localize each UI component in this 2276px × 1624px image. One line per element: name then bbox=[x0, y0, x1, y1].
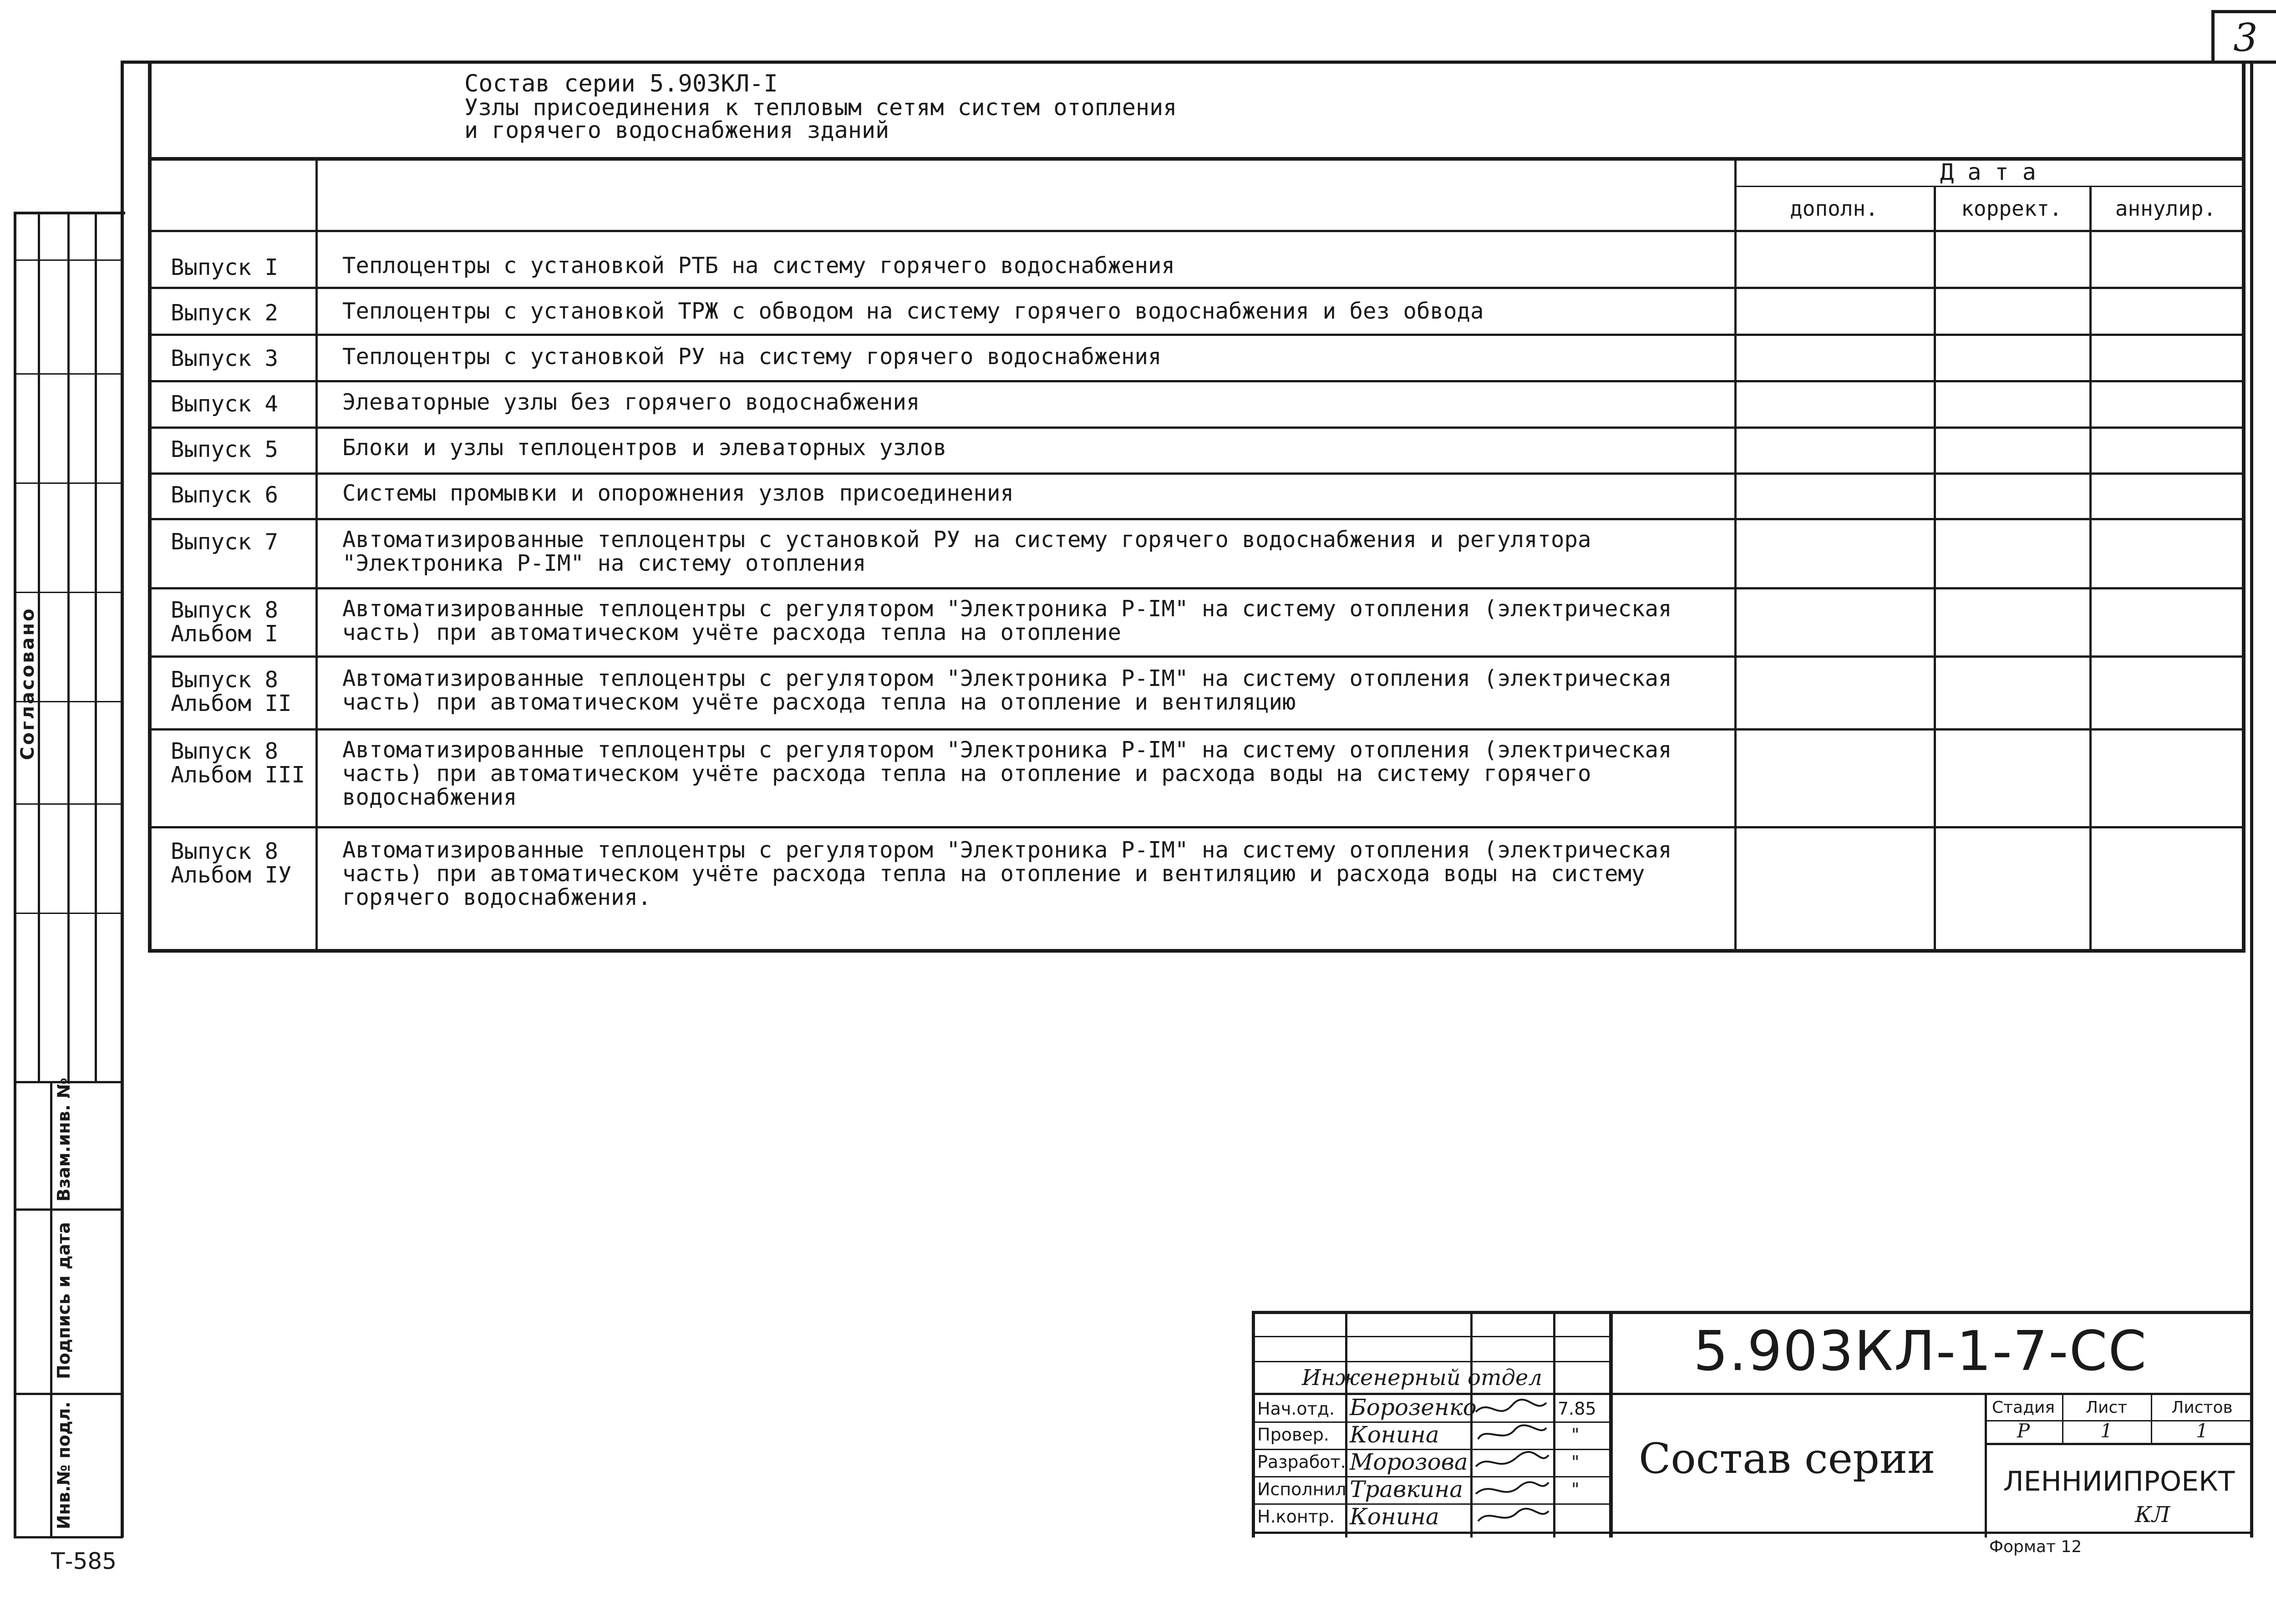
stage-label: Стадия bbox=[1992, 1398, 2055, 1417]
corner-code: Т-585 bbox=[51, 1548, 117, 1574]
role-5: Н.контр. bbox=[1257, 1507, 1335, 1527]
page-number: 3 bbox=[2233, 15, 2258, 60]
date-col-added: дополн. bbox=[1790, 196, 1878, 221]
date-col-corrected: коррект. bbox=[1961, 196, 2062, 221]
sheets-label: Листов bbox=[2171, 1398, 2233, 1417]
sheet-label: Лист bbox=[2085, 1398, 2128, 1417]
date-4: " bbox=[1571, 1479, 1580, 1499]
row-2-title: Теплоцентры с установкой ТРЖ с обводом на систему горячего водоснабжения и без обвода bbox=[342, 298, 1484, 324]
name-1: Борозенко bbox=[1350, 1394, 1477, 1421]
name-2: Конина bbox=[1350, 1421, 1439, 1448]
agreed-label: Согласовано bbox=[17, 607, 38, 760]
row-7-issue: Выпуск 7 bbox=[171, 529, 279, 555]
row-11-title: Автоматизированные теплоцентры с регулятором "Электроника Р-IМ" на систему отопления (электрическая часть) при автоматическом учёте расхода тепла на отопление и вентиляцию и расхода воды на систему горячего водоснабжения. bbox=[342, 837, 1672, 910]
date-1: 7.85 bbox=[1558, 1399, 1596, 1419]
row-3-title: Теплоцентры с установкой РУ на систему горячего водоснабжения bbox=[342, 344, 1162, 370]
inv-original-label: Инв.№ подл. bbox=[54, 1401, 74, 1529]
page-number-box bbox=[2211, 10, 2276, 64]
role-4: Исполнил bbox=[1257, 1479, 1346, 1499]
date-header-title: Д а т а bbox=[1940, 159, 2036, 185]
date-2: " bbox=[1571, 1425, 1580, 1445]
name-5: Конина bbox=[1350, 1503, 1439, 1530]
name-3: Морозова bbox=[1350, 1449, 1468, 1475]
organization: ЛЕННИИПРОЕКТ bbox=[2003, 1466, 2235, 1497]
role-2: Провер. bbox=[1257, 1425, 1329, 1445]
row-9-title: Автоматизированные теплоцентры с регулятором "Электроника Р-IМ" на систему отопления (электрическая часть) при автоматическом учёте расхода тепла на отопление и вентиляцию bbox=[342, 665, 1672, 715]
sheets-value: 1 bbox=[2196, 1420, 2208, 1442]
header-line-3: и горячего водоснабжения зданий bbox=[464, 117, 889, 143]
row-9-issue: Выпуск 8 Альбом II bbox=[171, 667, 292, 716]
row-11-issue: Выпуск 8 Альбом IУ bbox=[171, 838, 292, 888]
row-2-issue: Выпуск 2 bbox=[171, 300, 279, 326]
row-4-issue: Выпуск 4 bbox=[171, 391, 279, 417]
row-8-issue: Выпуск 8 Альбом I bbox=[171, 597, 279, 647]
signatures-icon bbox=[1471, 1394, 1552, 1530]
row-7-title: Автоматизированные теплоцентры с установкой РУ на систему горячего водоснабжения и регулятора "Электроника Р-IМ" на систему отопления bbox=[342, 527, 1591, 576]
row-1-title: Теплоцентры с установкой РТБ на систему горячего водоснабжения bbox=[342, 253, 1175, 279]
row-10-issue: Выпуск 8 Альбом III bbox=[171, 738, 305, 788]
stage-value: Р bbox=[2017, 1420, 2030, 1442]
format-label: Формат 12 bbox=[1989, 1538, 2082, 1556]
header-line-1: Состав серии 5.903КЛ-I bbox=[464, 70, 778, 97]
sheet-value: 1 bbox=[2100, 1420, 2113, 1442]
row-6-issue: Выпуск 6 bbox=[171, 482, 279, 508]
date-col-cancelled: аннулир. bbox=[2115, 196, 2216, 221]
row-5-title: Блоки и узлы теплоцентров и элеваторных узлов bbox=[342, 435, 947, 461]
name-4: Травкина bbox=[1350, 1476, 1463, 1502]
row-4-title: Элеваторные узлы без горячего водоснабжения bbox=[342, 389, 920, 415]
row-8-title: Автоматизированные теплоцентры с регулятором "Электроника Р-IМ" на систему отопления (электрическая часть) при автоматическом учёте расхода тепла на отопление bbox=[342, 596, 1672, 645]
row-5-issue: Выпуск 5 bbox=[171, 436, 279, 462]
date-3: " bbox=[1571, 1452, 1580, 1472]
inv-replace-label: Взам.инв. № bbox=[54, 1077, 74, 1202]
row-3-issue: Выпуск 3 bbox=[171, 345, 279, 371]
role-1: Нач.отд. bbox=[1257, 1399, 1335, 1419]
header-line-2: Узлы присоединения к тепловым сетям систем отопления bbox=[464, 94, 1177, 121]
document-code: 5.903КЛ-1-7-СС bbox=[1693, 1320, 2148, 1383]
role-3: Разработ. bbox=[1257, 1452, 1346, 1472]
row-1-issue: Выпуск I bbox=[171, 254, 279, 280]
row-6-title: Системы промывки и опорожнения узлов присоединения bbox=[342, 480, 1014, 506]
department: Инженерный отдел bbox=[1302, 1365, 1542, 1391]
row-10-title: Автоматизированные теплоцентры с регулятором "Электроника Р-IМ" на систему отопления (электрическая часть) при автоматическом учёте расхода тепла на отопление и расхода воды на систему горячего водоснабжения bbox=[342, 737, 1672, 810]
sign-date-label: Подпись и дата bbox=[54, 1222, 74, 1379]
document-title: Состав серии bbox=[1639, 1434, 1936, 1483]
org-mark: КЛ bbox=[2135, 1502, 2170, 1528]
